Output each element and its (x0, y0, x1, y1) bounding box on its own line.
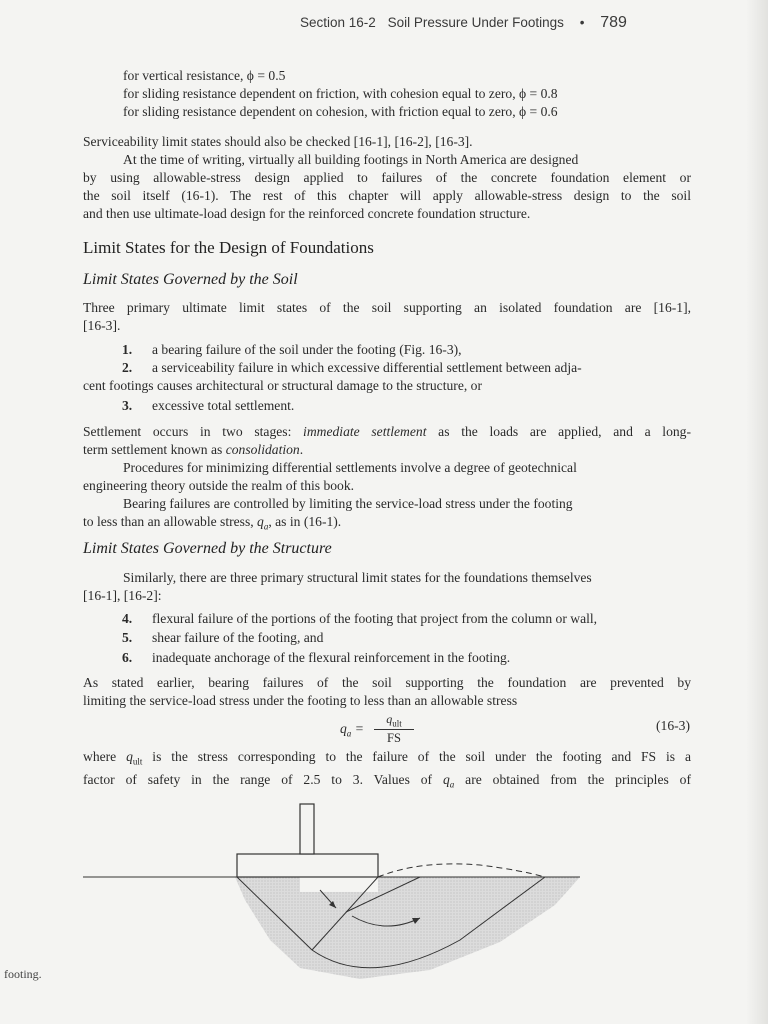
text-line: the soil itself (16-1). The rest of this chapter will apply allowable-stress design to the soil (83, 188, 691, 203)
item-text: cent footings causes architectural or structural damage to the structure, or (83, 378, 482, 393)
heave-dashed-line (378, 864, 545, 877)
equation-fraction: $q_{ult}$ FS (374, 712, 414, 746)
list-item (122, 630, 323, 646)
list-item (122, 342, 462, 358)
text-line: and then use ultimate-load design for the reinforced concrete foundation structure. (83, 206, 531, 221)
resistance-vertical: for vertical resistance, ϕ = 0.5 (123, 68, 286, 83)
text-line: Procedures for minimizing differential settlements involve a degree of geotechnical (123, 460, 577, 475)
item-number: 1. (122, 342, 133, 357)
paragraph-serviceability (83, 133, 691, 223)
subsection-heading-structure: Limit States Governed by the Structure (83, 540, 332, 557)
resistance-sliding-cohesion: for sliding resistance dependent on cohesion, with friction equal to zero, ϕ = 0.6 (123, 104, 558, 119)
margin-caption-fragment: footing. (4, 967, 42, 981)
list-item (122, 650, 510, 666)
text-line: [16-3]. (83, 318, 121, 333)
paragraph-structure-limit-states (83, 569, 691, 605)
text-line: engineering theory outside the realm of this book. (83, 478, 355, 493)
text-line: As stated earlier, bearing failures of the soil supporting the foundation are prevented by (83, 675, 691, 690)
subsection-heading-soil: Limit States Governed by the Soil (83, 271, 298, 288)
paragraph-allowable-stress (83, 674, 691, 710)
resistance-sliding-friction: for sliding resistance dependent on friction, with cohesion equal to zero, ϕ = 0.8 (123, 86, 558, 101)
text-line: Serviceability limit states should also be checked [16-1], [16-2], [16-3]. (83, 134, 473, 149)
item-text: inadequate anchorage of the flexural reinforcement in the footing. (152, 650, 511, 665)
equation-lhs: $q_a$ = (340, 721, 364, 739)
item-text: excessive total settlement. (152, 398, 295, 413)
item-number: 5. (122, 630, 133, 645)
text-line: limiting the service-load stress under the footing to less than an allowable stress (83, 693, 518, 708)
list-item-continuation (83, 378, 482, 394)
item-number: 6. (122, 650, 133, 665)
item-number: 2. (122, 360, 133, 375)
list-item (122, 398, 294, 414)
list-item (122, 360, 582, 376)
section-title: Soil Pressure Under Footings (387, 15, 564, 30)
item-text: a serviceability failure in which excessive differential settlement between adja- (152, 360, 582, 375)
text-line: [16-1], [16-2]: (83, 588, 162, 603)
text-line: Bearing failures are controlled by limiting the service-load stress under the footing (123, 496, 573, 511)
item-text: a bearing failure of the soil under the footing (Fig. 16-3), (152, 342, 462, 357)
text-line: where $q_{ult}$ is the stress corresponding to the failure of the soil under the footing and FS is a (83, 749, 691, 767)
paragraph-soil-limit-states (83, 299, 691, 335)
item-text: shear failure of the footing, and (152, 630, 324, 645)
paragraph-where (83, 748, 691, 793)
column (300, 804, 314, 854)
resistance-factors (123, 67, 691, 121)
text-line: by using allowable-stress design applied to failures of the concrete foundation element or (83, 170, 691, 185)
item-number: 4. (122, 611, 133, 626)
bearing-failure-figure (0, 790, 768, 1024)
equation-number: (16-3) (656, 718, 690, 733)
text-line: factor of safety in the range of 2.5 to 3. Values of $q_a$ are obtained from the principles of (83, 771, 691, 790)
item-number: 3. (122, 398, 133, 413)
list-item (122, 611, 597, 627)
text-line: Three primary ultimate limit states of the soil supporting an isolated foundation are [16-1], (83, 300, 691, 315)
equation-16-3 (340, 712, 690, 748)
item-text: flexural failure of the portions of the footing that project from the column or wall, (152, 611, 598, 626)
text-line: Similarly, there are three primary structural limit states for the foundations themselves (123, 570, 592, 585)
footing (237, 854, 378, 877)
page-number: 789 (600, 14, 627, 31)
paragraph-settlement (83, 423, 691, 536)
header-bullet: • (579, 15, 585, 30)
section-heading: Limit States for the Design of Foundations (83, 238, 374, 257)
text-line: Settlement occurs in two stages: immediate settlement as the loads are applied, and a long- (83, 424, 692, 439)
text-line: to less than an allowable stress, $q_a$, as in (16-1). (83, 514, 342, 532)
running-head (300, 14, 692, 32)
text-line: At the time of writing, virtually all building footings in North America are designed (123, 152, 579, 167)
soil-shading (235, 877, 580, 979)
text-line: term settlement known as consolidation. (83, 442, 304, 457)
section-label: Section 16-2 (300, 15, 376, 30)
